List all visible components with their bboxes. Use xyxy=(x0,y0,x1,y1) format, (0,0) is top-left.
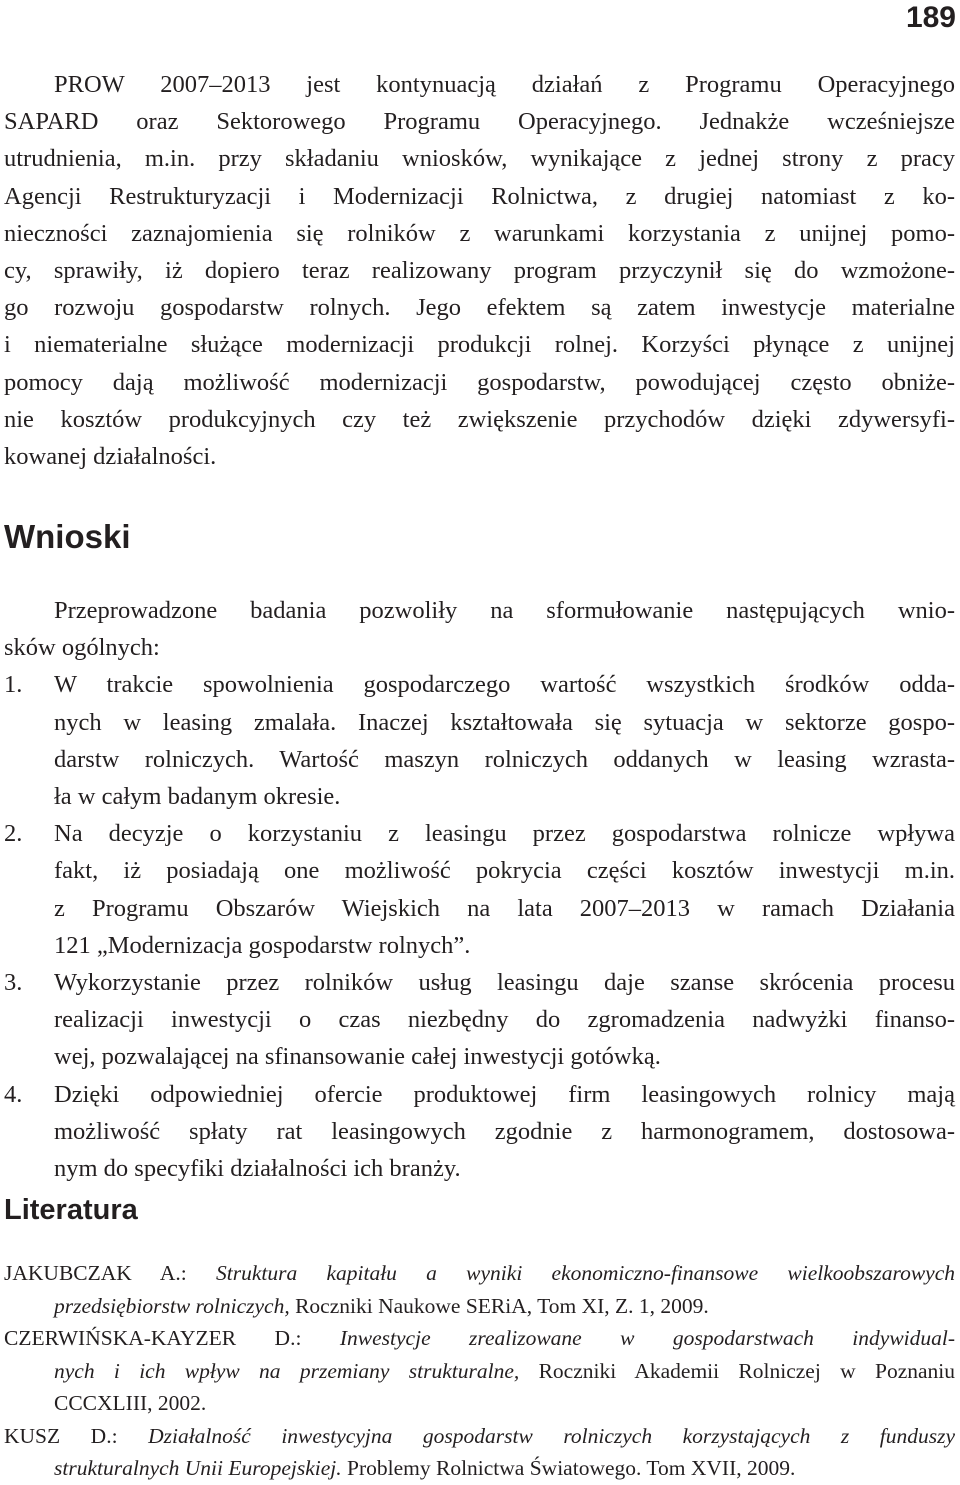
conclusion-item xyxy=(4,964,955,1076)
reference-title: strukturalnych Unii Europejskiej. xyxy=(54,1456,342,1480)
item-number: 4. xyxy=(4,1080,23,1108)
text-line: PROW 2007–2013 jest kontynuacją działań z Programu Operacyjnego xyxy=(54,71,955,98)
reference-title: Struktura kapitału a wyniki ekonomiczno-finansowe wielkoobszarowych xyxy=(216,1261,955,1285)
reference-source: CCCXLIII, 2002. xyxy=(54,1391,207,1415)
text-line: cy, sprawiły, iż dopiero teraz realizowany program przyczynił się do wzmożone- xyxy=(4,257,955,285)
reference-source: Roczniki Naukowe SERiA, Tom XI, Z. 1, 2009. xyxy=(289,1293,709,1318)
text-line: możliwość spłaty rat leasingowych zgodnie z harmonogramem, dostosowa- xyxy=(54,1117,955,1145)
text-line: wej, pozwalającej na sfinansowanie całej inwestycji gotówką. xyxy=(54,1043,661,1071)
reference-author: CZERWIŃSKA-KAYZER D.: xyxy=(4,1326,302,1350)
text-line: nieczności zaznajomienia się rolników z warunkami korzystania z unijnej pomo- xyxy=(4,219,955,247)
text-line: fakt, iż posiadają one możliwość pokrycia części kosztów inwestycji m.in. xyxy=(54,857,955,885)
reference-title: przedsiębiorstw rolniczych, xyxy=(54,1293,290,1318)
reference-source: Problemy Rolnictwa Światowego. Tom XVII, 2009. xyxy=(341,1456,796,1480)
text-line: realizacji inwestycji o czas niezbędny do zgromadzenia nadwyżki finanso- xyxy=(54,1006,955,1034)
text-line: W trakcie spowolnienia gospodarczego wartość wszystkich środków odda- xyxy=(54,671,955,699)
reference-entry xyxy=(4,1420,955,1485)
item-number: 3. xyxy=(4,969,23,997)
reference-author: JAKUBCZAK A.: xyxy=(4,1261,187,1285)
conclusions-heading: Wnioski xyxy=(4,518,131,555)
text-line: sków ogólnych: xyxy=(4,634,160,662)
references-list xyxy=(4,1257,955,1485)
text-line: Dzięki odpowiedniej ofercie produktowej firm leasingowych rolnicy mają xyxy=(54,1080,955,1108)
text-line: kowanej działalności. xyxy=(4,443,217,471)
conclusion-item xyxy=(4,815,955,964)
literature-heading: Literatura xyxy=(4,1194,138,1226)
reference-title: nych i ich wpływ na przemiany strukturalne, xyxy=(54,1358,520,1383)
reference-source: Roczniki Akademii Rolniczej w Poznaniu xyxy=(519,1358,955,1383)
reference-author: KUSZ D.: xyxy=(4,1423,118,1448)
text-line: go rozwoju gospodarstw rolnych. Jego efektem są zatem inwestycje materialne xyxy=(4,294,955,322)
text-line: Agencji Restrukturyzacji i Modernizacji Rolnictwa, z drugiej natomiast z ko- xyxy=(4,182,955,210)
conclusion-item xyxy=(4,666,955,815)
text-line: nym do specyfiki działalności ich branży. xyxy=(54,1155,461,1183)
text-line: 121 „Modernizacja gospodarstw rolnych”. xyxy=(54,931,471,959)
item-number: 2. xyxy=(4,820,23,848)
text-line: z Programu Obszarów Wiejskich na lata 2007–2013 w ramach Działania xyxy=(54,894,955,922)
text-line: Na decyzje o korzystaniu z leasingu przez gospodarstwa rolnicze wpływa xyxy=(54,820,955,848)
text-line: pomocy dają możliwość modernizacji gospodarstw, powodującej często obniże- xyxy=(4,368,955,396)
conclusion-item xyxy=(4,1076,955,1188)
text-line: Wykorzystanie przez rolników usług leasingu daje szanse skrócenia procesu xyxy=(54,969,955,997)
text-line: SAPARD oraz Sektorowego Programu Operacyjnego. Jednakże wcześniejsze xyxy=(4,108,955,136)
reference-title: Inwestycje zrealizowane w gospodarstwach indywidual- xyxy=(339,1326,956,1350)
page-number: 189 xyxy=(905,1,956,34)
intro-paragraph xyxy=(4,66,955,475)
text-line: utrudnienia, m.in. przy składaniu wniosków, wynikające z jednej strony z pracy xyxy=(4,145,955,173)
text-line: Przeprowadzone badania pozwoliły na sformułowanie następujących wnio- xyxy=(54,597,955,624)
text-line: darstw rolniczych. Wartość maszyn rolniczych oddanych w leasing wzrasta- xyxy=(54,745,955,773)
reference-entry xyxy=(4,1257,955,1322)
reference-title: Działalność inwestycyjna gospodarstw rolniczych korzystających z funduszy xyxy=(148,1423,956,1448)
reference-entry xyxy=(4,1322,955,1420)
item-number: 1. xyxy=(4,671,23,699)
text-line: nie kosztów produkcyjnych czy też zwiększenie przychodów dzięki zdywersyfi- xyxy=(4,405,955,433)
text-line: ła w całym badanym okresie. xyxy=(54,783,341,811)
conclusions-section xyxy=(4,592,955,1187)
text-line: nych w leasing zmalała. Inaczej kształtowała się sytuacja w sektorze gospo- xyxy=(54,708,955,736)
text-line: i niematerialne służące modernizacji produkcji rolnej. Korzyści płynące z unijnej xyxy=(4,331,955,359)
